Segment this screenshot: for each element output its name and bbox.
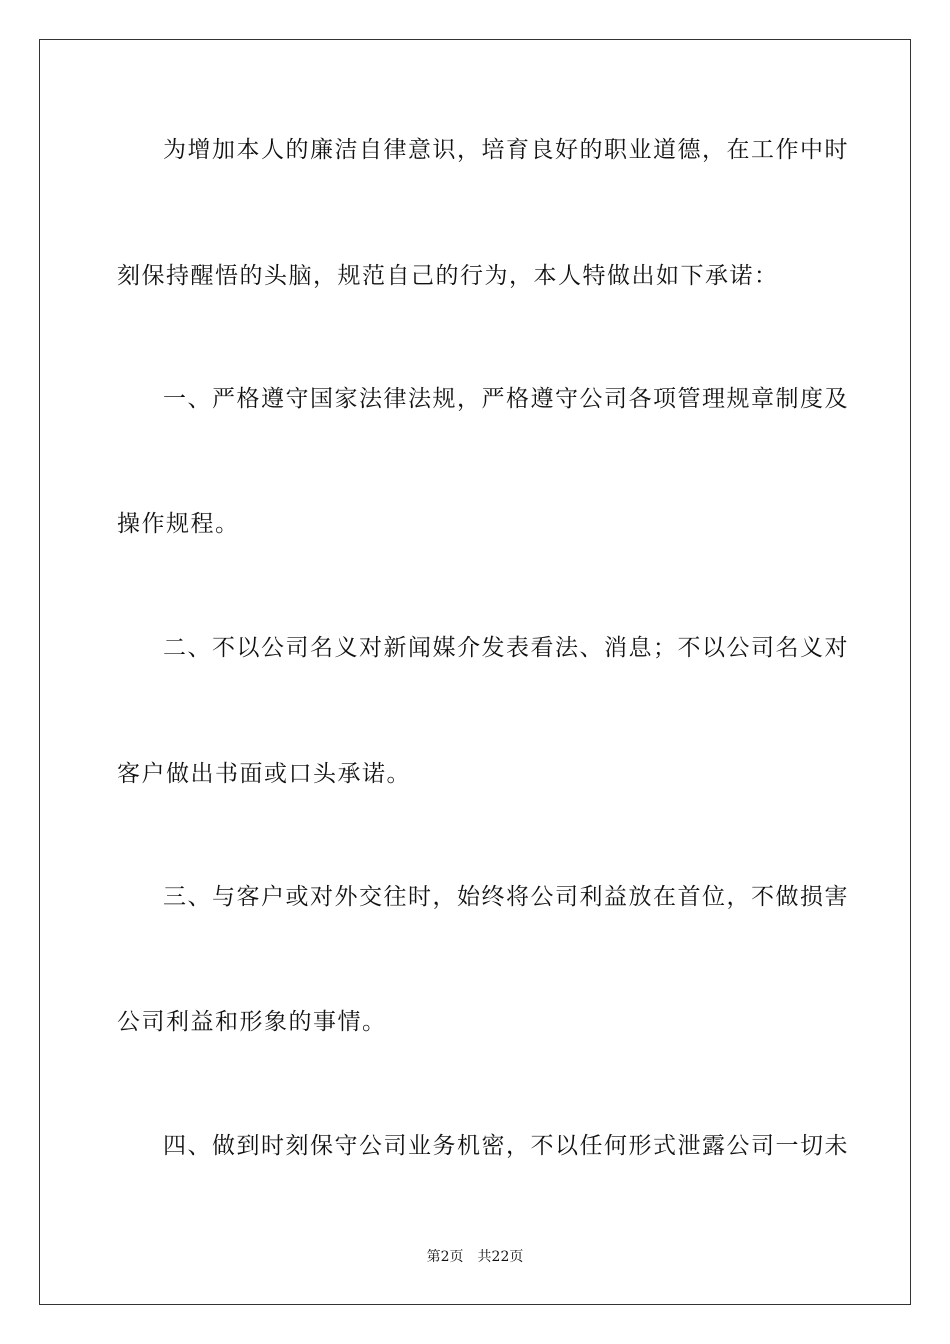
current-page-number: 第2页 <box>426 1249 464 1265</box>
page-border <box>39 39 911 1305</box>
paragraph-line: 三、与客户或对外交往时，始终将公司利益放在首位，不做损害 <box>163 884 849 910</box>
paragraph-line: 刻保持醒悟的头脑，规范自己的行为，本人特做出如下承诺： <box>117 263 779 289</box>
paragraph-line: 为增加本人的廉洁自律意识，培育良好的职业道德，在工作中时 <box>163 137 849 163</box>
total-pages: 共22页 <box>477 1249 524 1265</box>
paragraph-line: 一、严格遵守国家法律法规，严格遵守公司各项管理规章制度及 <box>163 386 849 412</box>
paragraph-line: 公司利益和形象的事情。 <box>117 1009 387 1035</box>
page-footer <box>0 1248 950 1266</box>
paragraph-line: 四、做到时刻保守公司业务机密，不以任何形式泄露公司一切未 <box>163 1133 849 1159</box>
paragraph-line: 二、不以公司名义对新闻媒介发表看法、消息；不以公司名义对 <box>163 635 849 661</box>
paragraph-line: 客户做出书面或口头承诺。 <box>117 761 411 787</box>
paragraph-line: 操作规程。 <box>117 511 240 537</box>
